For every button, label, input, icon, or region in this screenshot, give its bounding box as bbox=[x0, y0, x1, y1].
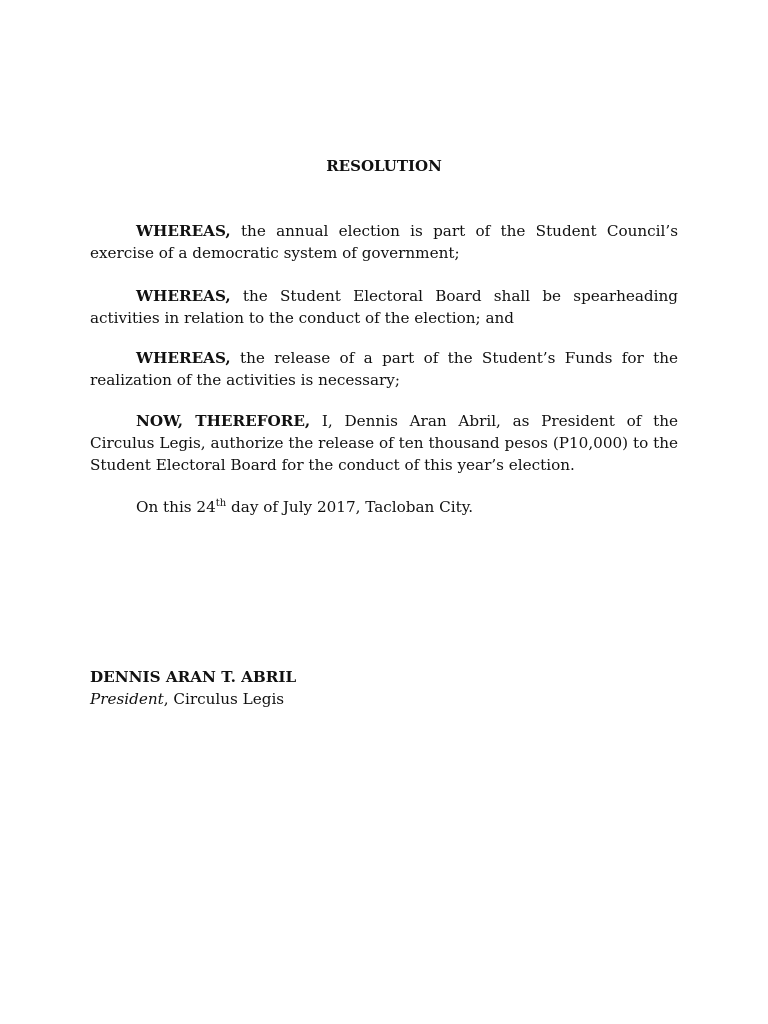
whereas-paragraph-3 bbox=[90, 347, 678, 391]
paragraph-text: the annual election is part of the Student Council’s exercise of a democratic system of government; bbox=[90, 222, 678, 262]
paragraph-lead: WHEREAS, bbox=[136, 222, 231, 240]
signatory-role-title: President bbox=[90, 690, 164, 708]
paragraph-lead: NOW, THEREFORE, bbox=[136, 412, 311, 430]
dateline-ordinal: th bbox=[215, 497, 227, 509]
whereas-paragraph-2 bbox=[90, 285, 678, 329]
dateline-after: day of July 2017, Tacloban City. bbox=[226, 498, 474, 516]
document-title: RESOLUTION bbox=[326, 157, 442, 175]
dateline bbox=[90, 496, 678, 518]
whereas-paragraph-1 bbox=[90, 220, 678, 264]
now-therefore-paragraph bbox=[90, 410, 678, 476]
signatory-role-org: , Circulus Legis bbox=[163, 690, 285, 708]
paragraph-lead: WHEREAS, bbox=[136, 349, 231, 367]
paragraph-text: the Student Electoral Board shall be spearheading activities in relation to the conduct of the election; and bbox=[90, 287, 678, 327]
dateline-before: On this 24 bbox=[136, 498, 216, 516]
signature-block bbox=[90, 666, 296, 710]
signatory-name: DENNIS ARAN T. ABRIL bbox=[90, 668, 297, 686]
paragraph-lead: WHEREAS, bbox=[136, 287, 231, 305]
signatory-role bbox=[90, 688, 296, 710]
paragraph-text: the release of a part of the Student’s Funds for the realization of the activities is necessary; bbox=[90, 349, 678, 389]
paragraph-text: I, Dennis Aran Abril, as President of the Circulus Legis, authorize the release of ten thousand pesos (P10,000) to the Student Electoral Board for the conduct of this year’s election. bbox=[90, 412, 678, 474]
